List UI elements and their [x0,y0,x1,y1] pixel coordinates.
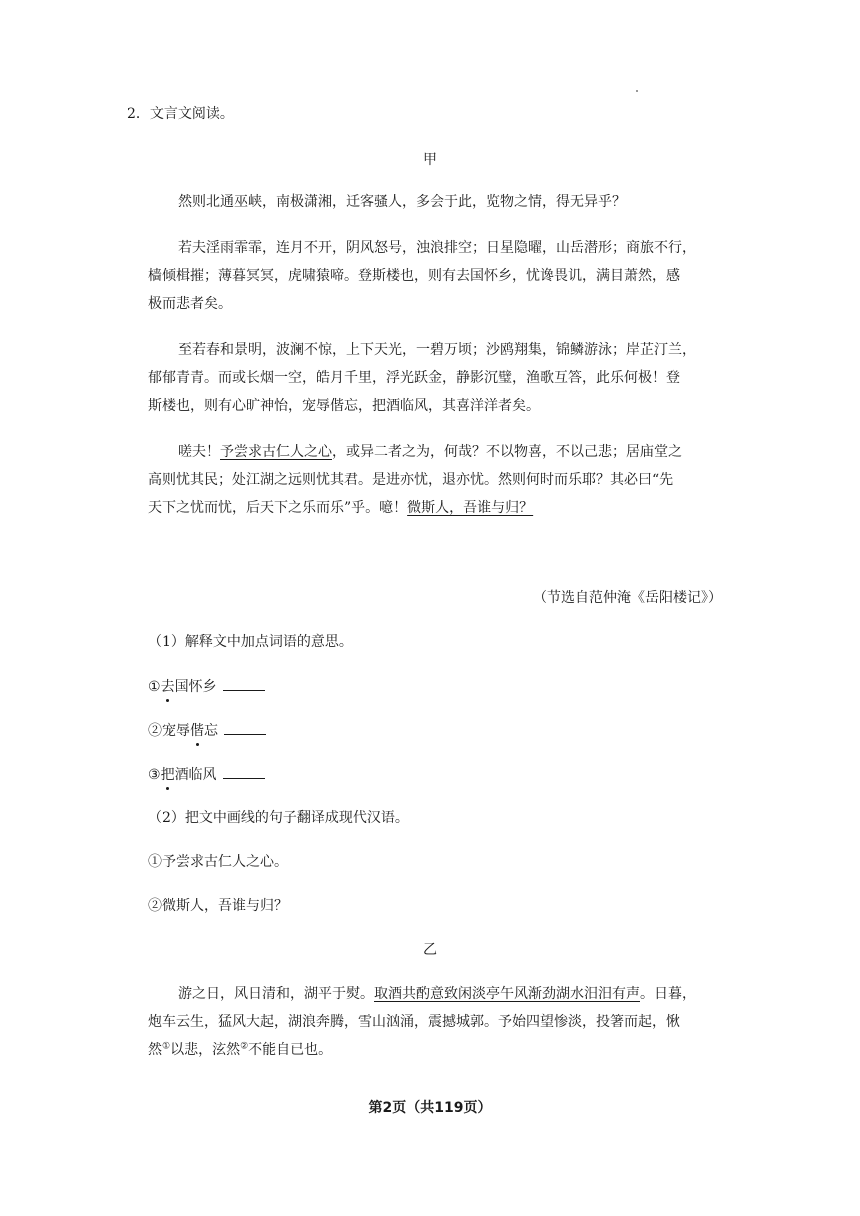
b-line1-start: 游之日，风日清和，湖平于熨。 [178,986,374,1002]
passage-a-p1: 然则北通巫峡，南极潇湘，迁客骚人，多会于此，览物之情，得无异乎？ [178,194,626,210]
passage-a-p2-line1: 若夫淫雨霏霏，连月不开，阴风怒号，浊浪排空；日星隐曜，山岳潜形；商旅不行， [178,240,696,256]
passage-a-p4-line3 [148,498,533,518]
passage-b-line3 [148,1040,332,1060]
p4-line1-end: ，或异二者之为，何哉？不以物喜，不以己悲；居庙堂之 [332,444,682,460]
page-footer: 第2页（共119页） [368,1100,492,1116]
passage-a-p3-line3: 斯楼也，则有心旷神怡，宠辱偕忘，把酒临风，其喜洋洋者矣。 [148,398,540,414]
q2-prompt: （2）把文中画线的句子翻译成现代汉语。 [148,810,409,826]
q2-item-2: ②微斯人，吾谁与归？ [148,898,288,914]
q2-item-1: ①予尝求古仁人之心。 [148,854,288,870]
q1-prompt: （1）解释文中加点词语的意思。 [148,634,353,650]
q1-item-3 [148,764,265,785]
passage-b-title: 乙 [423,942,437,958]
question-heading: 2．文言文阅读。 [127,106,234,122]
q1-item-3-num: ③ [148,767,161,783]
underlined-sentence-2: 微斯人，吾谁与归？ [407,500,534,516]
dotted-word: 偕 [190,723,204,739]
passage-b-line2: 炮车云生，猛风大起，湖浪奔腾，雪山汹涌，震撼城郭。予始四望惨淡，投箸而起，愀 [148,1014,680,1030]
p4-line3-start: 天下之忧而忧，后天下之乐而乐”乎。噫！ [148,500,408,516]
passage-a-p4-line2: 高则忧其民；处江湖之远则忧其君。是进亦忧，退亦忧。然则何时而乐耶？其必曰“先 [148,472,674,488]
q1-item-3-rest: 酒临风 [174,767,217,783]
footnote-marker: ② [240,1041,249,1052]
b-line3-b: 以悲，泫然 [170,1042,241,1058]
passage-a-p4-line1 [178,442,682,462]
p4-line1-start: 嗟夫！ [178,444,220,460]
dotted-word: 把 [160,767,175,783]
q1-item-1 [148,676,265,697]
q1-item-2-num: ②宠辱 [148,723,190,739]
passage-b-line1 [178,984,696,1004]
q1-item-1-rest: 国怀乡 [174,679,217,695]
q1-item-2-rest: 忘 [204,723,218,739]
b-line3-c: 不能自已也。 [248,1042,333,1058]
passage-a-p2-line3: 极而悲者矣。 [148,296,232,312]
passage-a-p3-line2: 郁郁青青。而或长烟一空，皓月千里，浮光跃金，静影沉璧，渔歌互答，此乐何极！登 [148,370,680,386]
answer-blank[interactable] [223,676,265,691]
passage-a-p2-line2: 樯倾楫摧；薄暮冥冥，虎啸猿啼。登斯楼也，则有去国怀乡，忧谗畏讥，满目萧然，感 [148,268,680,284]
underlined-sentence-1: 予尝求古仁人之心 [220,444,332,460]
footnote-marker: ① [162,1041,171,1052]
passage-a-p3-line1: 至若春和景明，波澜不惊，上下天光，一碧万顷；沙鸥翔集，锦鳞游泳；岸芷汀兰， [178,342,696,358]
passage-a-source: （节选自范仲淹《岳阳楼记》） [533,590,722,606]
b-line1-end: 。日暮， [640,986,696,1002]
q1-item-1-num: ① [148,679,161,695]
b-line3-a: 然 [148,1042,162,1058]
dotted-word: 去 [160,679,175,695]
answer-blank[interactable] [224,720,266,735]
answer-blank[interactable] [223,764,265,779]
q1-item-2 [148,720,266,741]
passage-a-title: 甲 [423,152,437,168]
scan-speck [636,90,638,92]
underlined-sentence-3: 取酒共酌意致闲淡亭午风渐劲湖水汨汨有声 [374,986,640,1002]
